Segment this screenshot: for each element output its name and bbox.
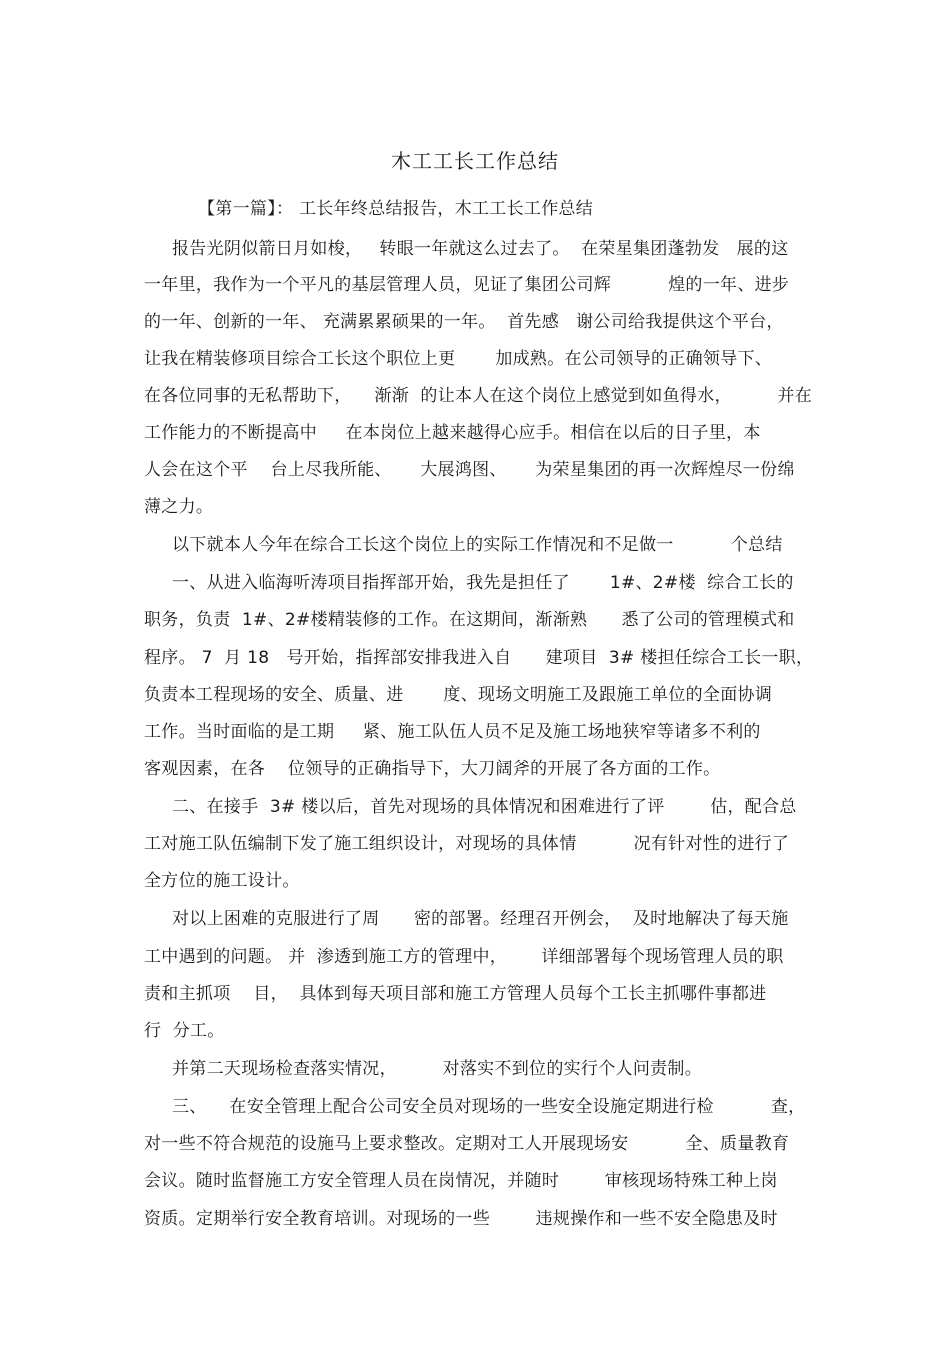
paragraph-line: 责和主抓项 目， 具体到每天项目部和施工方管理人员每个工长主抓哪件事都进	[144, 984, 767, 1004]
paragraph-line: 职务，负责 1#、2#楼精装修的工作。在这期间，渐渐熟 悉了公司的管理模式和	[144, 610, 795, 630]
paragraph-line: 并第二天现场检查落实情况， 对落实不到位的实行个人问责制。	[172, 1059, 703, 1079]
paragraph-line: 客观因素，在各 位领导的正确指导下，大刀阔斧的开展了各方面的工作。	[144, 759, 721, 779]
document-title: 木工工长工作总结	[391, 149, 559, 173]
paragraph-line: 对一些不符合规范的设施马上要求整改。定期对工人开展现场安 全、质量教育	[144, 1134, 790, 1154]
paragraph-line: 资质。定期举行安全教育培训。对现场的一些 违规操作和一些不安全隐患及时	[144, 1209, 778, 1229]
paragraph-line: 负责本工程现场的安全、质量、进 度、现场文明施工及跟施工单位的全面协调	[144, 685, 773, 705]
paragraph-line: 工对施工队伍编制下发了施工组织设计，对现场的具体情 况有针对性的进行了	[144, 834, 790, 854]
paragraph-line: 二、在接手 3# 楼以后，首先对现场的具体情况和困难进行了评 估，配合总	[172, 797, 797, 817]
paragraph-line: 程序。 7 月 18 号开始，指挥部安排我进入自 建项目 3# 楼担任综合工长一职，	[144, 648, 814, 668]
paragraph-line: 在各位同事的无私帮助下， 渐渐 的让本人在这个岗位上感觉到如鱼得水， 并在	[144, 386, 813, 406]
paragraph-line: 行 分工。	[144, 1021, 225, 1041]
paragraph-line: 的一年、创新的一年、 充满累累硕果的一年。 首先感 谢公司给我提供这个平台，	[144, 312, 784, 332]
paragraph-line: 薄之力。	[144, 497, 214, 517]
paragraph-line: 一、从进入临海听涛项目指挥部开始，我先是担任了 1#、2#楼 综合工长的	[172, 573, 794, 593]
paragraph-line: 以下就本人今年在综合工长这个岗位上的实际工作情况和不足做一 个总结	[172, 535, 783, 555]
paragraph-line: 报告光阴似箭日月如梭， 转眼一年就这么过去了。 在荣星集团蓬勃发 展的这	[172, 239, 789, 259]
paragraph-line: 人会在这个平 台上尽我所能、 大展鸿图、 为荣星集团的再一次辉煌尽一份绵	[144, 460, 795, 480]
paragraph-line: 对以上困难的克服进行了周 密的部署。经理召开例会， 及时地解决了每天施	[172, 909, 789, 929]
paragraph-line: 让我在精装修项目综合工长这个职位上更 加成熟。在公司领导的正确领导下、	[144, 349, 773, 369]
paragraph-line: 工作。当时面临的是工期 紧、施工队伍人员不足及施工场地狭窄等诸多不利的	[144, 722, 761, 742]
paragraph-line: 会议。随时监督施工方安全管理人员在岗情况，并随时 审核现场特殊工种上岗	[144, 1171, 778, 1191]
paragraph-line: 【第一篇】： 工长年终总结报告，木工工长工作总结	[198, 199, 594, 219]
paragraph-line: 工作能力的不断提高中 在本岗位上越来越得心应手。相信在以后的日子里，本	[144, 423, 761, 443]
paragraph-line: 全方位的施工设计。	[144, 871, 300, 891]
paragraph-line: 一年里，我作为一个平凡的基层管理人员，见证了集团公司辉 煌的一年、进步	[144, 275, 790, 295]
paragraph-line: 工中遇到的问题。 并 渗透到施工方的管理中， 详细部署每个现场管理人员的职	[144, 947, 784, 967]
paragraph-line: 三、 在安全管理上配合公司安全员对现场的一些安全设施定期进行检 查，	[172, 1097, 806, 1117]
